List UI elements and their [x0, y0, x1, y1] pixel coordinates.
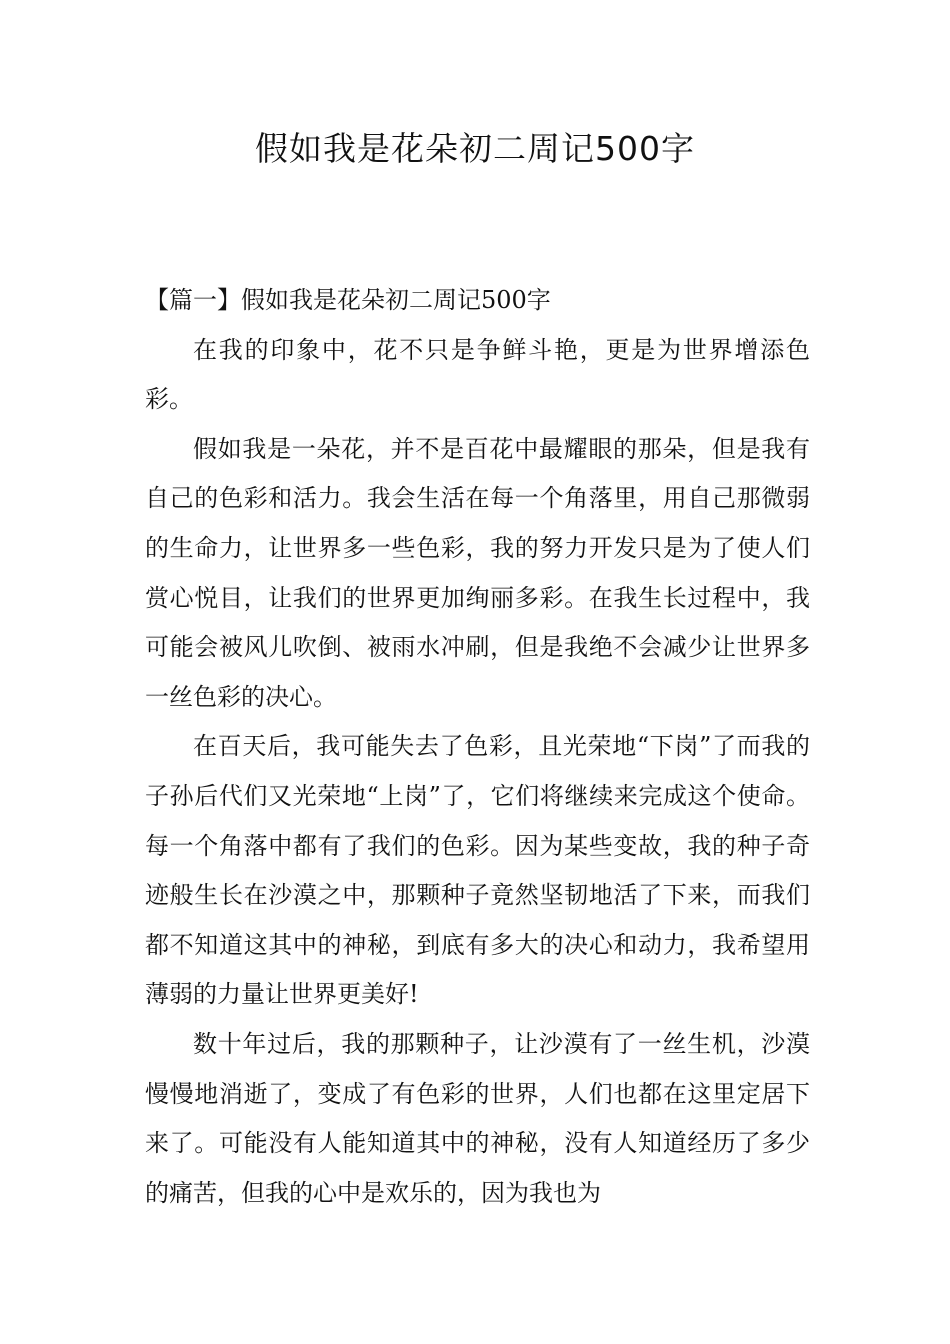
paragraph-1: 在我的印象中，花不只是争鲜斗艳，更是为世界增添色彩。	[145, 335, 810, 414]
paragraph-3: 在百天后，我可能失去了色彩，且光荣地“下岗”了而我的子孙后代们又光荣地“上岗”了，它们将继续来完成这个使命。每一个角落中都有了我们的色彩。因为某些变故，我的种子奇迹般生长在沙漠之中，那颗种子竟然坚韧地活了下来，而我们都不知道这其中的神秘，到底有多大的决心和动力，我希望用薄弱的力量让世界更美好!	[145, 732, 810, 1009]
paragraph-2: 假如我是一朵花，并不是百花中最耀眼的那朵，但是我有自己的色彩和活力。我会生活在每一个角落里，用自己那微弱的生命力，让世界多一些色彩，我的努力开发只是为了使人们赏心悦目，让我们的世界更加绚丽多彩。在我生长过程中，我可能会被风儿吹倒、被雨水冲刷，但是我绝不会减少让世界多一丝色彩的决心。	[145, 434, 810, 711]
document-title: 假如我是花朵初二周记500字	[255, 129, 695, 168]
section-heading: 【篇一】假如我是花朵初二周记500字	[145, 286, 551, 314]
paragraph-4: 数十年过后，我的那颗种子，让沙漠有了一丝生机，沙漠慢慢地消逝了，变成了有色彩的世界，人们也都在这里定居下来了。可能没有人能知道其中的神秘，没有人知道经历了多少的痛苦，但我的心中是欢乐的，因为我也为	[145, 1029, 810, 1207]
document-body	[145, 276, 810, 1218]
